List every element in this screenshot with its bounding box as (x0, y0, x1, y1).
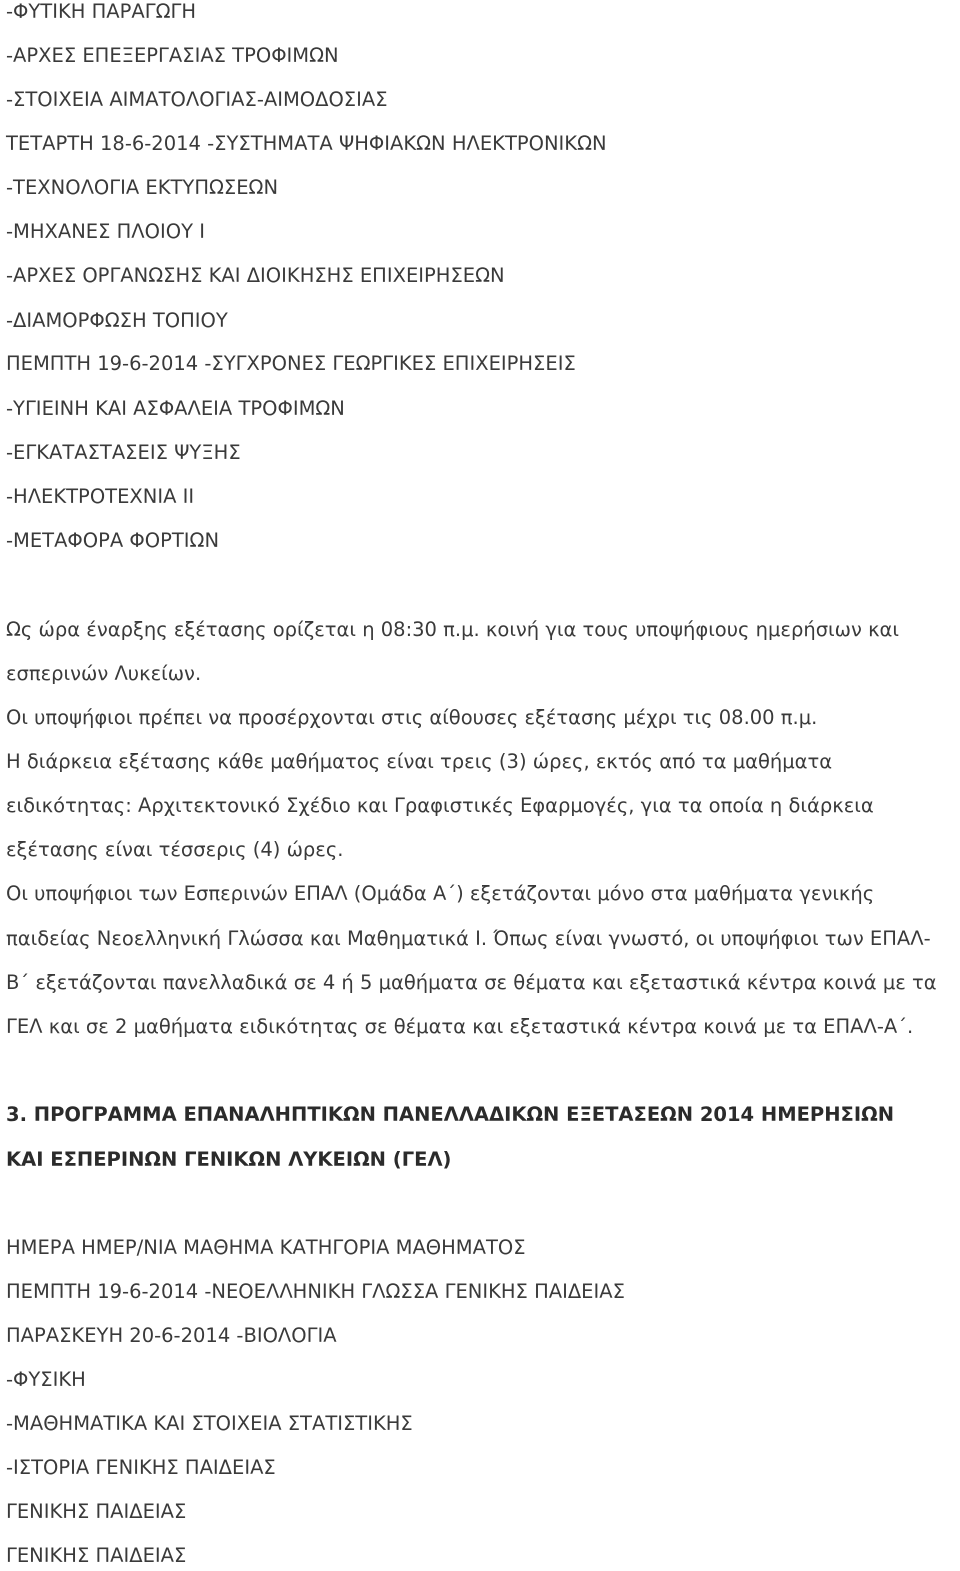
note-line: Οι υποψήφιοι πρέπει να προσέρχονται στις αίθουσες εξέτασης μέχρι τις 08.00 π.μ. (6, 706, 818, 729)
schedule-line: ΤΕΤΑΡΤΗ 18-6-2014 -ΣΥΣΤΗΜΑΤΑ ΨΗΦΙΑΚΩΝ ΗΛΕΚΤΡΟΝΙΚΩΝ (6, 132, 607, 155)
schedule-line: -ΕΓΚΑΤΑΣΤΑΣΕΙΣ ΨΥΞΗΣ (6, 441, 241, 464)
schedule-line: -ΣΤΟΙΧΕΙΑ ΑΙΜΑΤΟΛΟΓΙΑΣ-ΑΙΜΟΔΟΣΙΑΣ (6, 88, 388, 111)
schedule-line: -ΑΡΧΕΣ ΟΡΓΑΝΩΣΗΣ ΚΑΙ ΔΙΟΙΚΗΣΗΣ ΕΠΙΧΕΙΡΗΣΕΩΝ (6, 264, 505, 287)
schedule-line: -ΦΥΤΙΚΗ ΠΑΡΑΓΩΓΗ (6, 0, 197, 23)
schedule-line: ΓΕΝΙΚΗΣ ΠΑΙΔΕΙΑΣ (6, 1500, 187, 1523)
note-line: Η διάρκεια εξέτασης κάθε μαθήματος είναι τρεις (3) ώρες, εκτός από τα μαθήματα (6, 750, 833, 773)
schedule-header: ΗΜΕΡΑ ΗΜΕΡ/ΝΙΑ ΜΑΘΗΜΑ ΚΑΤΗΓΟΡΙΑ ΜΑΘΗΜΑΤΟΣ (6, 1236, 526, 1259)
schedule-line: -ΔΙΑΜΟΡΦΩΣΗ ΤΟΠΙΟΥ (6, 309, 228, 332)
note-line: εξέτασης είναι τέσσερις (4) ώρες. (6, 838, 344, 861)
schedule-line: -ΦΥΣΙΚΗ (6, 1368, 86, 1391)
note-line: Β΄ εξετάζονται πανελλαδικά σε 4 ή 5 μαθήματα σε θέματα και εξεταστικά κέντρα κοινά με τα (6, 971, 937, 994)
schedule-line: -ΗΛΕΚΤΡΟΤΕΧΝΙΑ ΙΙ (6, 485, 195, 508)
note-line: ειδικότητας: Αρχιτεκτονικό Σχέδιο και Γραφιστικές Εφαρμογές, για τα οποία η διάρκεια (6, 794, 874, 817)
schedule-line: ΠΑΡΑΣΚΕΥΗ 20-6-2014 -ΒΙΟΛΟΓΙΑ (6, 1324, 337, 1347)
schedule-line: -ΜΕΤΑΦΟΡΑ ΦΟΡΤΙΩΝ (6, 529, 220, 552)
schedule-line: -ΙΣΤΟΡΙΑ ΓΕΝΙΚΗΣ ΠΑΙΔΕΙΑΣ (6, 1456, 276, 1479)
section-heading: ΚΑΙ ΕΣΠΕΡΙΝΩΝ ΓΕΝΙΚΩΝ ΛΥΚΕΙΩΝ (ΓΕΛ) (6, 1148, 452, 1171)
schedule-line: ΠΕΜΠΤΗ 19-6-2014 -ΝΕΟΕΛΛΗΝΙΚΗ ΓΛΩΣΣΑ ΓΕΝΙΚΗΣ ΠΑΙΔΕΙΑΣ (6, 1280, 625, 1303)
note-line: Ως ώρα έναρξης εξέτασης ορίζεται η 08:30 π.μ. κοινή για τους υποψήφιους ημερήσιων και (6, 618, 900, 641)
note-line: Οι υποψήφιοι των Εσπερινών ΕΠΑΛ (Ομάδα Α΄) εξετάζονται μόνο στα μαθήματα γενικής (6, 882, 875, 905)
schedule-line: ΠΕΜΠΤΗ 19-6-2014 -ΣΥΓΧΡΟΝΕΣ ΓΕΩΡΓΙΚΕΣ ΕΠΙΧΕΙΡΗΣΕΙΣ (6, 352, 576, 375)
schedule-line: -ΜΑΘΗΜΑΤΙΚΑ ΚΑΙ ΣΤΟΙΧΕΙΑ ΣΤΑΤΙΣΤΙΚΗΣ (6, 1412, 413, 1435)
note-line: παιδείας Νεοελληνική Γλώσσα και Μαθηματικά Ι. Όπως είναι γνωστό, οι υποψήφιοι των ΕΠΑΛ- (6, 927, 931, 950)
note-line: ΓΕΛ και σε 2 μαθήματα ειδικότητας σε θέματα και εξεταστικά κέντρα κοινά με τα ΕΠΑΛ-Α΄. (6, 1015, 914, 1038)
schedule-line: -ΥΓΙΕΙΝΗ ΚΑΙ ΑΣΦΑΛΕΙΑ ΤΡΟΦΙΜΩΝ (6, 397, 345, 420)
schedule-line: -ΤΕΧΝΟΛΟΓΙΑ ΕΚΤΥΠΩΣΕΩΝ (6, 176, 279, 199)
schedule-line: -ΜΗΧΑΝΕΣ ΠΛΟΙΟΥ Ι (6, 220, 205, 243)
schedule-line: -ΑΡΧΕΣ ΕΠΕΞΕΡΓΑΣΙΑΣ ΤΡΟΦΙΜΩΝ (6, 44, 339, 67)
section-heading: 3. ΠΡΟΓΡΑΜΜΑ ΕΠΑΝΑΛΗΠΤΙΚΩΝ ΠΑΝΕΛΛΑΔΙΚΩΝ ΕΞΕΤΑΣΕΩΝ 2014 ΗΜΕΡΗΣΙΩΝ (6, 1103, 895, 1126)
schedule-line: ΓΕΝΙΚΗΣ ΠΑΙΔΕΙΑΣ (6, 1544, 187, 1567)
note-line: εσπερινών Λυκείων. (6, 662, 202, 685)
